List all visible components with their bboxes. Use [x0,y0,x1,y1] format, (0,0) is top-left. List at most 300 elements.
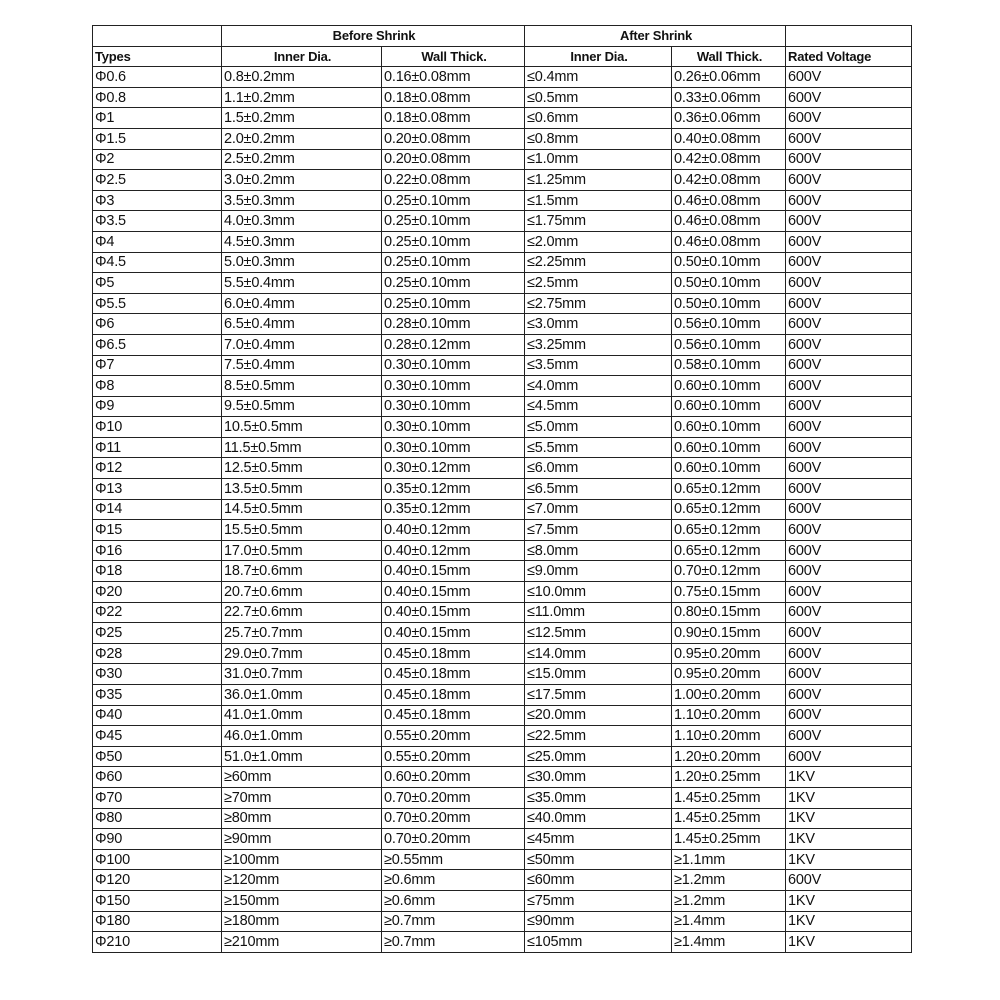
table-row [93,108,912,129]
cell-rated-voltage: 1KV [786,932,912,953]
cell-after-inner-dia: ≤0.4mm [525,67,672,88]
cell-after-inner-dia: ≤25.0mm [525,746,672,767]
cell-before-inner-dia: 3.0±0.2mm [222,170,382,191]
cell-after-inner-dia: ≤0.8mm [525,128,672,149]
cell-after-wall-thick: 0.95±0.20mm [672,643,786,664]
cell-after-inner-dia: ≤3.5mm [525,355,672,376]
cell-after-wall-thick: 1.45±0.25mm [672,808,786,829]
cell-rated-voltage: 1KV [786,767,912,788]
cell-type: Φ30 [93,664,222,685]
cell-type: Φ12 [93,458,222,479]
cell-type: Φ50 [93,746,222,767]
cell-type: Φ11 [93,437,222,458]
empty-header-cell [93,26,222,47]
cell-after-inner-dia: ≤4.5mm [525,396,672,417]
cell-after-wall-thick: 0.36±0.06mm [672,108,786,129]
cell-after-wall-thick: 0.50±0.10mm [672,273,786,294]
table-row [93,458,912,479]
cell-before-wall-thick: 0.28±0.10mm [382,314,525,335]
cell-type: Φ3.5 [93,211,222,232]
cell-rated-voltage: 600V [786,602,912,623]
cell-after-wall-thick: ≥1.1mm [672,849,786,870]
table-row [93,437,912,458]
cell-before-wall-thick: 0.16±0.08mm [382,67,525,88]
cell-before-wall-thick: 0.60±0.20mm [382,767,525,788]
cell-type: Φ9 [93,396,222,417]
cell-before-inner-dia: 7.0±0.4mm [222,334,382,355]
cell-after-inner-dia: ≤50mm [525,849,672,870]
cell-before-wall-thick: ≥0.7mm [382,911,525,932]
cell-rated-voltage: 600V [786,273,912,294]
cell-rated-voltage: 600V [786,231,912,252]
table-row [93,376,912,397]
cell-after-inner-dia: ≤1.25mm [525,170,672,191]
cell-after-wall-thick: 0.60±0.10mm [672,376,786,397]
table-row [93,540,912,561]
cell-rated-voltage: 600V [786,705,912,726]
table-row [93,190,912,211]
column-header-row [93,46,912,67]
cell-before-inner-dia: 1.1±0.2mm [222,87,382,108]
cell-type: Φ70 [93,787,222,808]
cell-before-inner-dia: 51.0±1.0mm [222,746,382,767]
cell-rated-voltage: 1KV [786,849,912,870]
cell-before-wall-thick: 0.25±0.10mm [382,231,525,252]
cell-before-inner-dia: 36.0±1.0mm [222,685,382,706]
cell-type: Φ8 [93,376,222,397]
cell-after-wall-thick: 0.65±0.12mm [672,540,786,561]
cell-rated-voltage: 600V [786,520,912,541]
cell-rated-voltage: 600V [786,746,912,767]
cell-after-wall-thick: 0.26±0.06mm [672,67,786,88]
cell-before-wall-thick: 0.30±0.10mm [382,355,525,376]
table-row [93,128,912,149]
col-header-before-wall-thick: Wall Thick. [382,46,525,67]
cell-before-inner-dia: ≥70mm [222,787,382,808]
cell-type: Φ10 [93,417,222,438]
cell-after-wall-thick: 1.20±0.25mm [672,767,786,788]
cell-before-inner-dia: ≥90mm [222,829,382,850]
cell-after-inner-dia: ≤11.0mm [525,602,672,623]
cell-rated-voltage: 600V [786,582,912,603]
table-row [93,355,912,376]
cell-type: Φ18 [93,561,222,582]
cell-after-inner-dia: ≤35.0mm [525,787,672,808]
cell-after-wall-thick: 0.56±0.10mm [672,334,786,355]
cell-rated-voltage: 1KV [786,787,912,808]
cell-after-inner-dia: ≤2.0mm [525,231,672,252]
cell-before-inner-dia: 29.0±0.7mm [222,643,382,664]
cell-type: Φ13 [93,479,222,500]
table-body [93,67,912,953]
cell-after-wall-thick: 0.60±0.10mm [672,417,786,438]
cell-rated-voltage: 600V [786,561,912,582]
table-row [93,911,912,932]
cell-type: Φ40 [93,705,222,726]
cell-after-wall-thick: 0.42±0.08mm [672,170,786,191]
table-row [93,417,912,438]
cell-type: Φ100 [93,849,222,870]
cell-after-wall-thick: 0.70±0.12mm [672,561,786,582]
cell-after-inner-dia: ≤7.5mm [525,520,672,541]
table-row [93,664,912,685]
cell-before-wall-thick: 0.25±0.10mm [382,190,525,211]
cell-before-wall-thick: 0.45±0.18mm [382,664,525,685]
cell-after-wall-thick: 0.65±0.12mm [672,479,786,500]
table-row [93,582,912,603]
cell-type: Φ90 [93,829,222,850]
cell-after-inner-dia: ≤17.5mm [525,685,672,706]
cell-before-inner-dia: 8.5±0.5mm [222,376,382,397]
cell-after-wall-thick: ≥1.2mm [672,870,786,891]
cell-after-wall-thick: 0.60±0.10mm [672,396,786,417]
cell-type: Φ5.5 [93,293,222,314]
cell-before-wall-thick: 0.40±0.15mm [382,582,525,603]
cell-before-wall-thick: 0.28±0.12mm [382,334,525,355]
cell-before-inner-dia: 6.0±0.4mm [222,293,382,314]
cell-before-wall-thick: 0.40±0.15mm [382,602,525,623]
cell-rated-voltage: 600V [786,396,912,417]
table-row [93,829,912,850]
cell-before-wall-thick: 0.30±0.10mm [382,417,525,438]
cell-before-wall-thick: 0.40±0.15mm [382,623,525,644]
cell-after-wall-thick: 0.95±0.20mm [672,664,786,685]
table-row [93,149,912,170]
cell-before-wall-thick: 0.35±0.12mm [382,479,525,500]
cell-before-wall-thick: ≥0.6mm [382,890,525,911]
cell-type: Φ180 [93,911,222,932]
table-row [93,231,912,252]
cell-before-wall-thick: 0.30±0.10mm [382,396,525,417]
cell-before-inner-dia: 0.8±0.2mm [222,67,382,88]
cell-rated-voltage: 1KV [786,829,912,850]
cell-rated-voltage: 600V [786,67,912,88]
cell-before-inner-dia: ≥80mm [222,808,382,829]
cell-before-wall-thick: 0.20±0.08mm [382,149,525,170]
cell-rated-voltage: 600V [786,479,912,500]
table-row [93,602,912,623]
cell-rated-voltage: 600V [786,437,912,458]
cell-before-inner-dia: ≥60mm [222,767,382,788]
cell-after-inner-dia: ≤22.5mm [525,726,672,747]
cell-before-inner-dia: 11.5±0.5mm [222,437,382,458]
table-row [93,211,912,232]
table-row [93,499,912,520]
cell-rated-voltage: 600V [786,190,912,211]
group-header-row [93,26,912,47]
cell-rated-voltage: 600V [786,355,912,376]
table-row [93,705,912,726]
cell-after-inner-dia: ≤12.5mm [525,623,672,644]
col-header-after-wall-thick: Wall Thick. [672,46,786,67]
cell-before-inner-dia: 15.5±0.5mm [222,520,382,541]
cell-after-inner-dia: ≤3.25mm [525,334,672,355]
cell-after-inner-dia: ≤5.5mm [525,437,672,458]
cell-rated-voltage: 600V [786,540,912,561]
table-row [93,767,912,788]
cell-rated-voltage: 600V [786,685,912,706]
cell-after-inner-dia: ≤10.0mm [525,582,672,603]
table-row [93,808,912,829]
col-header-before-inner-dia: Inner Dia. [222,46,382,67]
cell-after-inner-dia: ≤90mm [525,911,672,932]
cell-before-inner-dia: ≥100mm [222,849,382,870]
table-row [93,87,912,108]
cell-before-wall-thick: 0.45±0.18mm [382,643,525,664]
cell-after-wall-thick: 0.46±0.08mm [672,211,786,232]
cell-after-wall-thick: 0.42±0.08mm [672,149,786,170]
cell-type: Φ7 [93,355,222,376]
cell-type: Φ4 [93,231,222,252]
cell-after-inner-dia: ≤1.75mm [525,211,672,232]
table-row [93,726,912,747]
cell-type: Φ5 [93,273,222,294]
cell-before-inner-dia: 2.5±0.2mm [222,149,382,170]
cell-after-inner-dia: ≤2.75mm [525,293,672,314]
cell-before-wall-thick: 0.40±0.12mm [382,520,525,541]
cell-after-inner-dia: ≤75mm [525,890,672,911]
col-header-rated-voltage: Rated Voltage [786,46,912,67]
table-row [93,932,912,953]
cell-before-wall-thick: 0.55±0.20mm [382,746,525,767]
cell-before-wall-thick: 0.70±0.20mm [382,808,525,829]
cell-before-inner-dia: 10.5±0.5mm [222,417,382,438]
cell-before-inner-dia: 14.5±0.5mm [222,499,382,520]
cell-rated-voltage: 600V [786,417,912,438]
table-row [93,643,912,664]
cell-rated-voltage: 600V [786,664,912,685]
cell-before-wall-thick: 0.30±0.12mm [382,458,525,479]
table-row [93,520,912,541]
cell-before-wall-thick: 0.18±0.08mm [382,87,525,108]
cell-type: Φ20 [93,582,222,603]
cell-type: Φ25 [93,623,222,644]
cell-after-wall-thick: 1.10±0.20mm [672,705,786,726]
cell-before-inner-dia: 31.0±0.7mm [222,664,382,685]
table-row [93,890,912,911]
cell-type: Φ3 [93,190,222,211]
table-row [93,870,912,891]
cell-rated-voltage: 600V [786,87,912,108]
cell-rated-voltage: 600V [786,128,912,149]
cell-rated-voltage: 600V [786,726,912,747]
cell-before-wall-thick: 0.18±0.08mm [382,108,525,129]
cell-after-inner-dia: ≤3.0mm [525,314,672,335]
cell-rated-voltage: 600V [786,314,912,335]
cell-rated-voltage: 600V [786,334,912,355]
cell-after-inner-dia: ≤30.0mm [525,767,672,788]
cell-rated-voltage: 600V [786,211,912,232]
cell-after-inner-dia: ≤0.6mm [525,108,672,129]
cell-after-wall-thick: 0.56±0.10mm [672,314,786,335]
cell-after-inner-dia: ≤60mm [525,870,672,891]
cell-type: Φ14 [93,499,222,520]
cell-after-wall-thick: 1.00±0.20mm [672,685,786,706]
cell-before-inner-dia: 22.7±0.6mm [222,602,382,623]
cell-before-inner-dia: 13.5±0.5mm [222,479,382,500]
cell-after-wall-thick: 0.46±0.08mm [672,231,786,252]
cell-before-wall-thick: 0.70±0.20mm [382,829,525,850]
cell-type: Φ6 [93,314,222,335]
table-row [93,623,912,644]
cell-type: Φ0.6 [93,67,222,88]
cell-before-inner-dia: 5.0±0.3mm [222,252,382,273]
cell-before-wall-thick: 0.25±0.10mm [382,273,525,294]
cell-after-inner-dia: ≤45mm [525,829,672,850]
cell-type: Φ80 [93,808,222,829]
cell-type: Φ2.5 [93,170,222,191]
table-row [93,170,912,191]
cell-before-wall-thick: 0.55±0.20mm [382,726,525,747]
cell-before-inner-dia: ≥180mm [222,911,382,932]
cell-after-inner-dia: ≤40.0mm [525,808,672,829]
cell-after-wall-thick: 0.46±0.08mm [672,190,786,211]
table-row [93,849,912,870]
cell-rated-voltage: 600V [786,623,912,644]
cell-type: Φ45 [93,726,222,747]
cell-before-wall-thick: 0.35±0.12mm [382,499,525,520]
table-row [93,334,912,355]
table-row [93,561,912,582]
cell-after-inner-dia: ≤7.0mm [525,499,672,520]
cell-before-inner-dia: ≥150mm [222,890,382,911]
cell-rated-voltage: 600V [786,458,912,479]
cell-after-wall-thick: 0.60±0.10mm [672,437,786,458]
cell-rated-voltage: 1KV [786,808,912,829]
cell-after-wall-thick: 1.45±0.25mm [672,829,786,850]
cell-rated-voltage: 600V [786,293,912,314]
table-row [93,479,912,500]
cell-before-inner-dia: ≥120mm [222,870,382,891]
cell-before-inner-dia: 6.5±0.4mm [222,314,382,335]
cell-before-wall-thick: 0.25±0.10mm [382,211,525,232]
cell-after-inner-dia: ≤1.5mm [525,190,672,211]
cell-after-wall-thick: 0.60±0.10mm [672,458,786,479]
cell-after-wall-thick: 1.10±0.20mm [672,726,786,747]
cell-before-inner-dia: 12.5±0.5mm [222,458,382,479]
cell-before-wall-thick: 0.25±0.10mm [382,252,525,273]
cell-type: Φ1 [93,108,222,129]
cell-before-wall-thick: ≥0.6mm [382,870,525,891]
cell-before-wall-thick: 0.30±0.10mm [382,376,525,397]
cell-before-inner-dia: 18.7±0.6mm [222,561,382,582]
cell-rated-voltage: 600V [786,149,912,170]
cell-before-wall-thick: 0.45±0.18mm [382,705,525,726]
cell-before-inner-dia: 9.5±0.5mm [222,396,382,417]
table-row [93,685,912,706]
table-row [93,273,912,294]
cell-type: Φ35 [93,685,222,706]
cell-type: Φ6.5 [93,334,222,355]
cell-type: Φ150 [93,890,222,911]
cell-type: Φ120 [93,870,222,891]
cell-after-inner-dia: ≤5.0mm [525,417,672,438]
after-shrink-header: After Shrink [525,26,786,47]
cell-before-inner-dia: 41.0±1.0mm [222,705,382,726]
cell-after-inner-dia: ≤6.5mm [525,479,672,500]
cell-before-inner-dia: ≥210mm [222,932,382,953]
cell-after-inner-dia: ≤15.0mm [525,664,672,685]
cell-after-inner-dia: ≤9.0mm [525,561,672,582]
cell-type: Φ2 [93,149,222,170]
cell-after-wall-thick: 0.65±0.12mm [672,499,786,520]
cell-before-wall-thick: ≥0.7mm [382,932,525,953]
cell-before-wall-thick: 0.30±0.10mm [382,437,525,458]
cell-type: Φ22 [93,602,222,623]
cell-after-wall-thick: 0.50±0.10mm [672,293,786,314]
cell-type: Φ16 [93,540,222,561]
cell-after-wall-thick: ≥1.2mm [672,890,786,911]
cell-before-wall-thick: 0.25±0.10mm [382,293,525,314]
cell-after-inner-dia: ≤0.5mm [525,87,672,108]
cell-before-inner-dia: 2.0±0.2mm [222,128,382,149]
cell-before-wall-thick: 0.40±0.15mm [382,561,525,582]
cell-type: Φ0.8 [93,87,222,108]
cell-after-inner-dia: ≤4.0mm [525,376,672,397]
cell-before-wall-thick: ≥0.55mm [382,849,525,870]
cell-after-wall-thick: ≥1.4mm [672,911,786,932]
before-shrink-header: Before Shrink [222,26,525,47]
table-row [93,293,912,314]
cell-type: Φ210 [93,932,222,953]
table-row [93,787,912,808]
cell-type: Φ4.5 [93,252,222,273]
cell-after-inner-dia: ≤2.25mm [525,252,672,273]
spec-table [92,25,912,953]
cell-before-inner-dia: 46.0±1.0mm [222,726,382,747]
table-row [93,67,912,88]
table-row [93,252,912,273]
cell-after-wall-thick: 0.80±0.15mm [672,602,786,623]
cell-after-inner-dia: ≤6.0mm [525,458,672,479]
cell-rated-voltage: 1KV [786,890,912,911]
cell-after-wall-thick: 1.20±0.20mm [672,746,786,767]
cell-rated-voltage: 600V [786,870,912,891]
table-row [93,396,912,417]
cell-type: Φ1.5 [93,128,222,149]
cell-after-inner-dia: ≤14.0mm [525,643,672,664]
cell-before-inner-dia: 7.5±0.4mm [222,355,382,376]
cell-rated-voltage: 600V [786,170,912,191]
cell-type: Φ60 [93,767,222,788]
col-header-types: Types [93,46,222,67]
cell-after-wall-thick: 1.45±0.25mm [672,787,786,808]
cell-before-inner-dia: 3.5±0.3mm [222,190,382,211]
cell-after-wall-thick: 0.40±0.08mm [672,128,786,149]
cell-after-inner-dia: ≤2.5mm [525,273,672,294]
cell-after-wall-thick: 0.75±0.15mm [672,582,786,603]
cell-after-inner-dia: ≤1.0mm [525,149,672,170]
cell-after-wall-thick: 0.33±0.06mm [672,87,786,108]
cell-after-inner-dia: ≤20.0mm [525,705,672,726]
col-header-after-inner-dia: Inner Dia. [525,46,672,67]
cell-rated-voltage: 600V [786,108,912,129]
cell-rated-voltage: 600V [786,376,912,397]
cell-rated-voltage: 600V [786,499,912,520]
cell-before-wall-thick: 0.20±0.08mm [382,128,525,149]
cell-before-inner-dia: 4.5±0.3mm [222,231,382,252]
table-row [93,314,912,335]
cell-before-inner-dia: 17.0±0.5mm [222,540,382,561]
cell-before-inner-dia: 1.5±0.2mm [222,108,382,129]
cell-before-inner-dia: 5.5±0.4mm [222,273,382,294]
cell-after-wall-thick: 0.58±0.10mm [672,355,786,376]
cell-after-wall-thick: 0.90±0.15mm [672,623,786,644]
cell-after-inner-dia: ≤105mm [525,932,672,953]
cell-rated-voltage: 600V [786,252,912,273]
empty-header-cell [786,26,912,47]
table-row [93,746,912,767]
